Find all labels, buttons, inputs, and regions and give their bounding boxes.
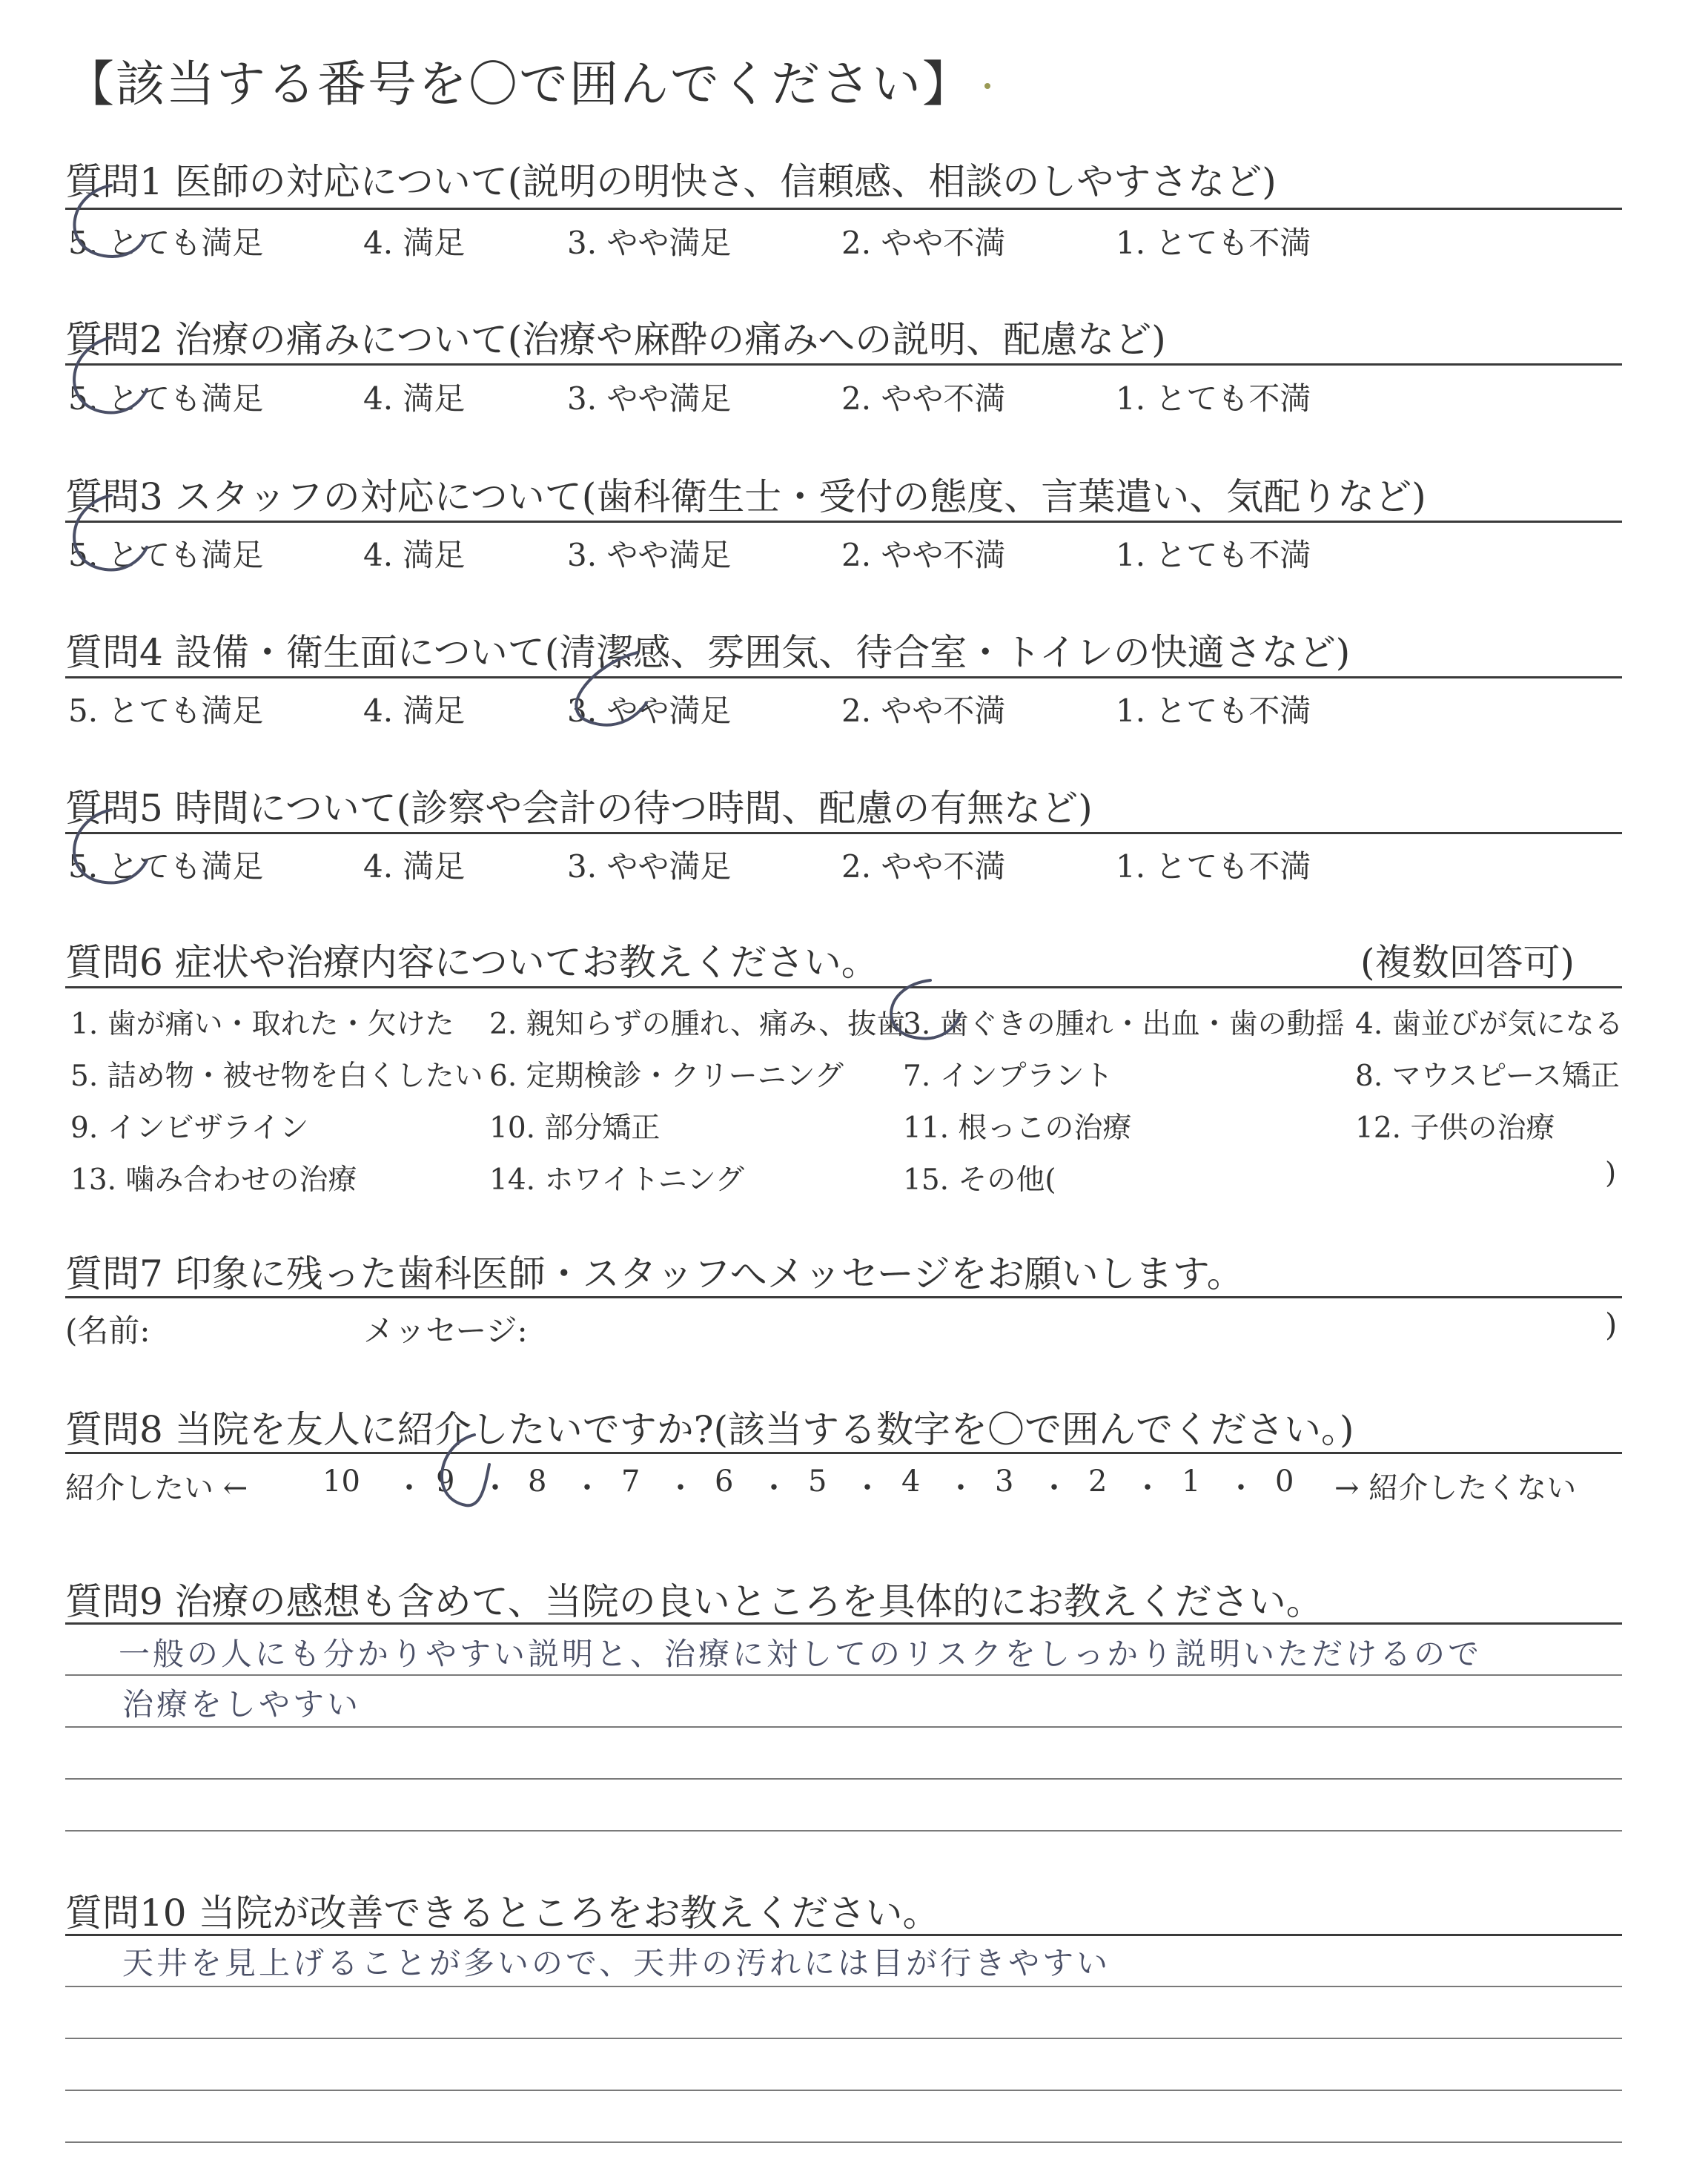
q5-circle-mark <box>74 810 147 883</box>
q8-number-8[interactable]: 8 <box>528 1464 547 1499</box>
q8-sep: ・ <box>572 1471 602 1505</box>
q6-option-14[interactable]: 14. ホワイトニング <box>489 1163 744 1197</box>
question-8-title: 質問8 当院を友人に紹介したいですか?(該当する数字を〇で囲んでください。) <box>65 1408 1354 1451</box>
q4-circle-mark <box>576 653 646 725</box>
q7-name-label: (名前: <box>65 1312 150 1349</box>
q8-number-5[interactable]: 5 <box>808 1464 827 1499</box>
q3-option-4[interactable]: 4. 満足 <box>363 537 466 573</box>
q8-number-9[interactable]: 9 <box>436 1464 455 1499</box>
q1-option-5[interactable]: 5. とても満足 <box>68 225 264 261</box>
q5-option-3[interactable]: 3. やや満足 <box>567 848 732 885</box>
q3-circle-mark <box>74 495 147 570</box>
q9-handwritten-line-1: 一般の人にも分かりやすい説明と、治療に対してのリスクをしっかり説明いただけるので <box>119 1636 1483 1672</box>
q6-option-7[interactable]: 7. インプラント <box>903 1060 1113 1093</box>
q8-left-label: 紹介したい ← <box>65 1471 248 1505</box>
question-10-title: 質問10 当院が改善できるところをお教えください。 <box>65 1892 940 1935</box>
q6-option-9[interactable]: 9. インビザライン <box>70 1112 309 1145</box>
q6-option-11[interactable]: 11. 根っこの治療 <box>903 1112 1132 1145</box>
question-4-title: 質問4 設備・衛生面について(清潔感、雰囲気、待合室・トイレの快適さなど) <box>65 631 1351 674</box>
q4-option-2[interactable]: 2. やや不満 <box>841 693 1006 729</box>
question-7-title: 質問7 印象に残った歯科医師・スタッフへメッセージをお願いします。 <box>65 1252 1244 1295</box>
q3-option-2[interactable]: 2. やや不満 <box>841 537 1006 573</box>
q3-option-3[interactable]: 3. やや満足 <box>567 537 732 573</box>
q8-sep: ・ <box>394 1471 424 1505</box>
q5-option-1[interactable]: 1. とても不満 <box>1116 848 1311 885</box>
q4-option-4[interactable]: 4. 満足 <box>363 693 466 729</box>
q8-sep: ・ <box>946 1471 976 1505</box>
q8-number-10[interactable]: 10 <box>322 1464 360 1499</box>
q4-option-1[interactable]: 1. とても不満 <box>1116 693 1311 729</box>
q5-option-4[interactable]: 4. 満足 <box>363 848 466 885</box>
q7-message-label: メッセージ: <box>363 1312 528 1349</box>
q8-number-7[interactable]: 7 <box>621 1464 640 1499</box>
q6-circle-mark <box>891 980 960 1039</box>
q8-sep: ・ <box>1133 1471 1162 1505</box>
q8-sep: ・ <box>759 1471 789 1505</box>
q8-sep: ・ <box>1039 1471 1069 1505</box>
q2-option-3[interactable]: 3. やや満足 <box>567 380 732 417</box>
q6-option-3[interactable]: 3. 歯ぐきの腫れ・出血・歯の動揺 <box>903 1008 1345 1041</box>
question-9-title: 質問9 治療の感想も含めて、当院の良いところを具体的にお教えください。 <box>65 1580 1323 1623</box>
q2-circle-mark <box>74 337 147 413</box>
q6-option-15[interactable]: 15. その他( <box>903 1163 1056 1197</box>
q3-option-1[interactable]: 1. とても不満 <box>1116 537 1311 573</box>
q2-option-1[interactable]: 1. とても不満 <box>1116 380 1311 417</box>
q4-option-3[interactable]: 3. やや満足 <box>567 693 732 729</box>
q8-circle-mark <box>442 1435 489 1505</box>
q2-option-4[interactable]: 4. 満足 <box>363 380 466 417</box>
q1-circle-mark <box>74 185 145 257</box>
question-5-title: 質問5 時間について(診察や会計の待つ時間、配慮の有無など) <box>65 787 1093 830</box>
q8-right-label: → 紹介したくない <box>1334 1471 1577 1505</box>
q9-handwritten-line-2: 治療をしやすい <box>122 1686 362 1723</box>
q6-option-10[interactable]: 10. 部分矯正 <box>489 1112 661 1145</box>
q2-option-5[interactable]: 5. とても満足 <box>68 380 264 417</box>
q8-sep: ・ <box>666 1471 695 1505</box>
q6-option-1[interactable]: 1. 歯が痛い・取れた・欠けた <box>70 1008 454 1041</box>
q5-option-2[interactable]: 2. やや不満 <box>841 848 1006 885</box>
q8-sep: ・ <box>853 1471 882 1505</box>
q8-number-1[interactable]: 1 <box>1182 1464 1201 1499</box>
q6-option-4[interactable]: 4. 歯並びが気になる <box>1355 1008 1623 1041</box>
form-instruction: 【該当する番号を〇で囲んでください】 <box>65 56 973 113</box>
q1-option-2[interactable]: 2. やや不満 <box>841 225 1006 261</box>
q4-option-5[interactable]: 5. とても満足 <box>68 693 264 729</box>
q3-option-5[interactable]: 5. とても満足 <box>68 537 264 573</box>
q8-sep: ・ <box>480 1471 510 1505</box>
q6-option-13[interactable]: 13. 噛み合わせの治療 <box>70 1163 357 1197</box>
q6-option-2[interactable]: 2. 親知らずの腫れ、痛み、抜歯 <box>489 1008 906 1041</box>
question-3-title: 質問3 スタッフの対応について(歯科衛生士・受付の態度、言葉遣い、気配りなど) <box>65 475 1426 518</box>
question-2-title: 質問2 治療の痛みについて(治療や麻酔の痛みへの説明、配慮など) <box>65 318 1166 361</box>
question-6-title: 質問6 症状や治療内容についてお教えください。 <box>65 941 878 984</box>
q6-option-8[interactable]: 8. マウスピース矯正 <box>1355 1060 1620 1093</box>
q1-option-1[interactable]: 1. とても不満 <box>1116 225 1311 261</box>
q8-number-6[interactable]: 6 <box>715 1464 734 1499</box>
q8-number-2[interactable]: 2 <box>1088 1464 1108 1499</box>
q6-option-15-close: ) <box>1605 1157 1617 1190</box>
q8-number-4[interactable]: 4 <box>901 1464 921 1499</box>
q8-number-3[interactable]: 3 <box>995 1464 1014 1499</box>
q5-option-5[interactable]: 5. とても満足 <box>68 848 264 885</box>
question-1-title: 質問1 医師の対応について(説明の明快さ、信頼感、相談のしやすさなど) <box>65 160 1277 203</box>
q6-option-12[interactable]: 12. 子供の治療 <box>1355 1112 1555 1145</box>
q1-option-3[interactable]: 3. やや満足 <box>567 225 732 261</box>
question-6-note: (複数回答可) <box>1360 941 1575 984</box>
q7-close-paren: ) <box>1605 1307 1618 1343</box>
q10-handwritten-line-1: 天井を見上げることが多いので、天井の汚れには目が行きやすい <box>122 1945 1111 1981</box>
q6-option-5[interactable]: 5. 詰め物・被せ物を白くしたい <box>70 1060 483 1093</box>
q8-number-0[interactable]: 0 <box>1275 1464 1294 1499</box>
q6-option-6[interactable]: 6. 定期検診・クリーニング <box>489 1060 844 1093</box>
q2-option-2[interactable]: 2. やや不満 <box>841 380 1006 417</box>
q8-sep: ・ <box>1226 1471 1256 1505</box>
q1-option-4[interactable]: 4. 満足 <box>363 225 466 261</box>
